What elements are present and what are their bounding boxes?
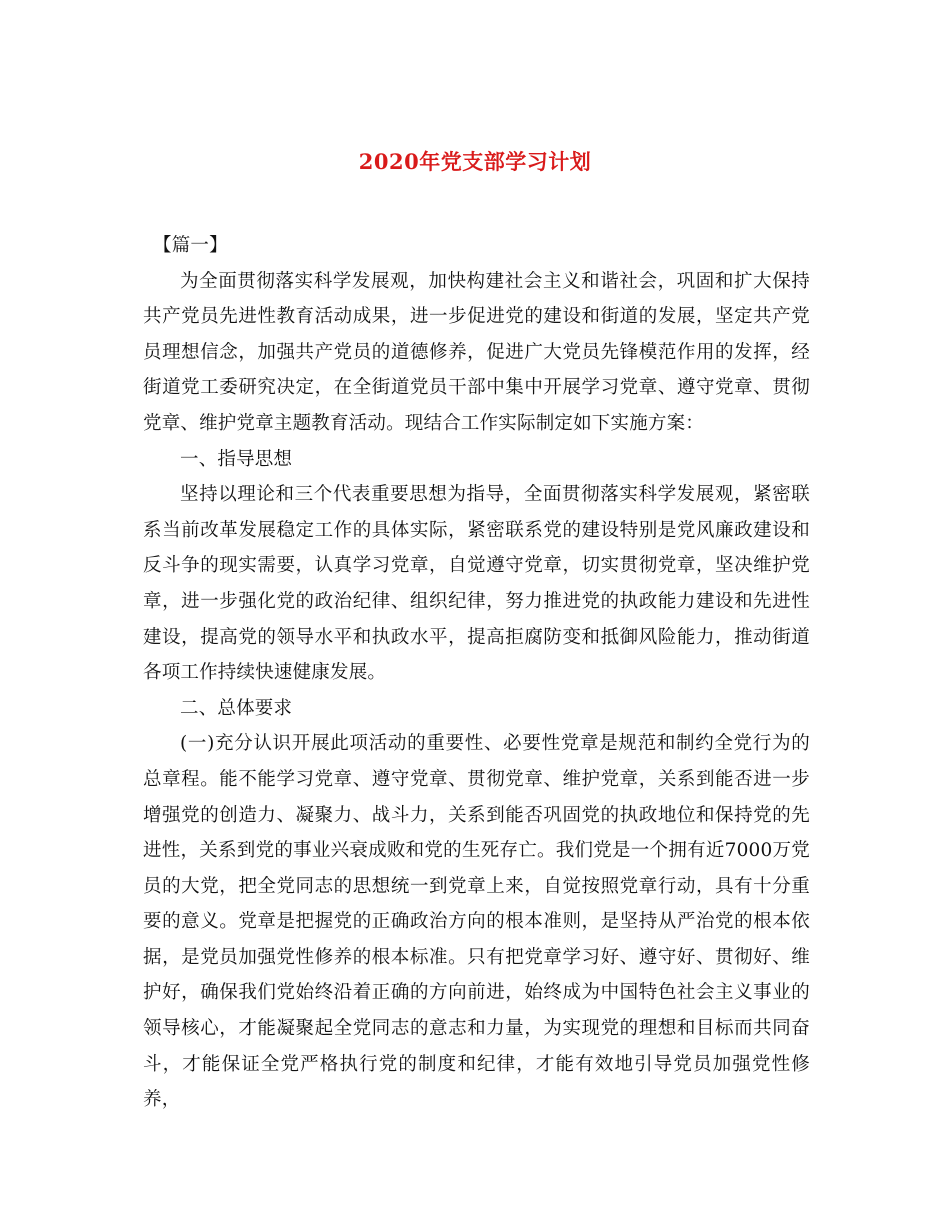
section-tag: 【篇一】: [153, 235, 228, 256]
paragraph-guiding-thought: 坚持以理论和三个代表重要思想为指导，全面贯彻落实科学发展观，紧密联系当前改革发展稳定工作的具体实际，紧密联系党的建设特别是党风廉政建设和反斗争的现实需要，认真学习党章，自觉遵守党章，切实贯彻党章，坚决维护党章，进一步强化党的政治纪律、组织纪律，努力推进党的执政能力建设和先进性建设，提高党的领导水平和执政水平，提高拒腐防变和抵御风险能力，推动街道各项工作持续快速健康发展。: [143, 484, 810, 684]
document-title: 2020年党支部学习计划: [358, 149, 592, 174]
heading-general-requirements: 二、总体要求: [180, 697, 293, 719]
intro-paragraph: 为全面贯彻落实科学发展观，加快构建社会主义和谐社会，巩固和扩大保持共产党员先进性教育活动成果，进一步促进党的建设和街道的发展，坚定共产党员理想信念，加强共产党员的道德修养，促进广大党员先锋模范作用的发挥，经街道党工委研究决定，在全街道党员干部中集中开展学习党章、遵守党章、贯彻党章、维护党章主题教育活动。现结合工作实际制定如下实施方案：: [143, 270, 810, 434]
heading-guiding-thought: 一、指导思想: [180, 448, 293, 470]
paragraph-general-requirements: (一)充分认识开展此项活动的重要性、必要性党章是规范和制约全党行为的总章程。能不能学习党章、遵守党章、贯彻党章、维护党章，关系到能否进一步增强党的创造力、凝聚力、战斗力，关系到能否巩固党的执政地位和保持党的先进性，关系到党的事业兴衰成败和党的生死存亡。我们党是一个拥有近7000万党员的大党，把全党同志的思想统一到党章上来，自觉按照党章行动，具有十分重要的意义。党章是把握党的正确政治方向的根本准则，是坚持从严治党的根本依据，是党员加强党性修养的根本标准。只有把党章学习好、遵守好、贯彻好、维护好，确保我们党始终沿着正确的方向前进，始终成为中国特色社会主义事业的领导核心，才能凝聚起全党同志的意志和力量，为实现党的理想和目标而共同奋斗，才能保证全党严格执行党的制度和纪律，才能有效地引导党员加强党性修养，: [143, 733, 810, 1111]
document-body: [143, 228, 810, 1118]
